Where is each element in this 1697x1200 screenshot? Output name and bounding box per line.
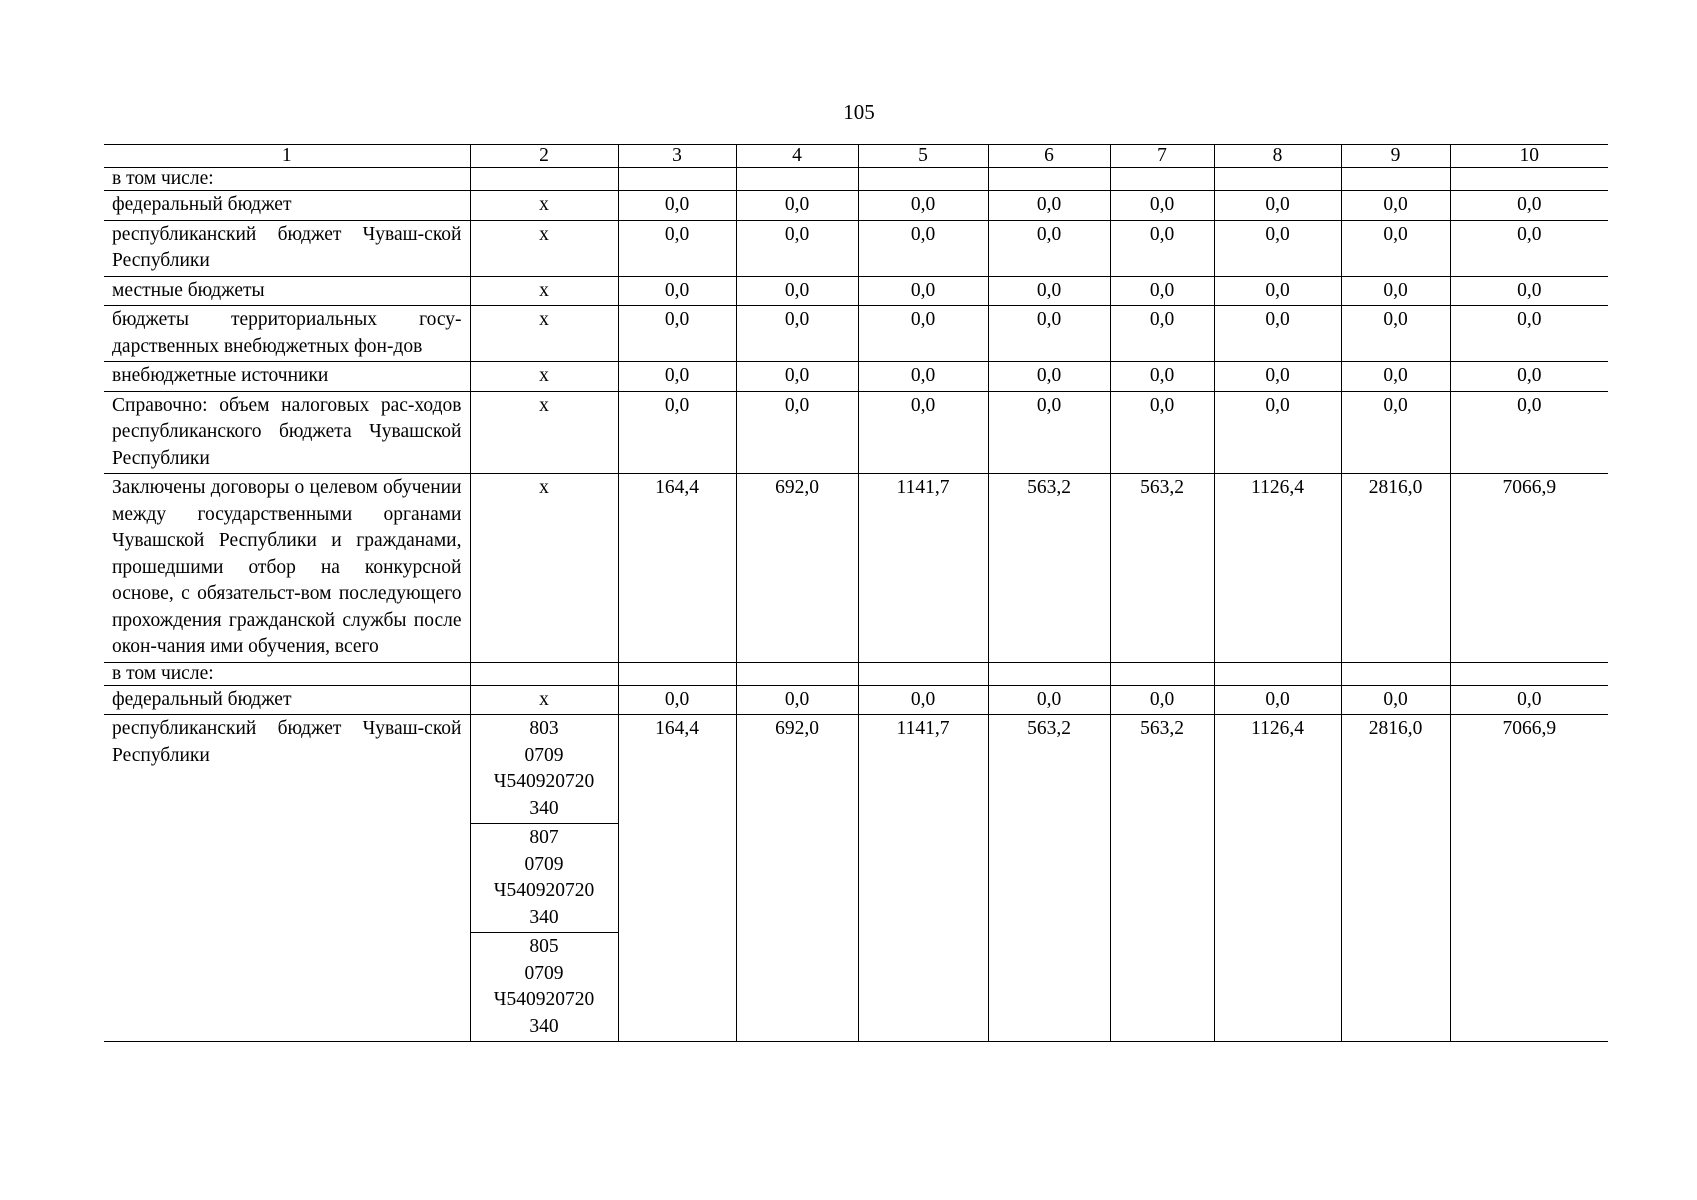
value-cell-col-8: 1126,4 bbox=[1214, 474, 1341, 663]
value-cell-col-6: 563,2 bbox=[988, 715, 1110, 1042]
budget-code-cell: х bbox=[470, 191, 618, 221]
value-cell-col-5: 0,0 bbox=[858, 306, 988, 362]
value-cell-col-6: 0,0 bbox=[988, 220, 1110, 276]
value-cell-col-9: 2816,0 bbox=[1341, 474, 1450, 663]
value-cell-col-8: 0,0 bbox=[1214, 220, 1341, 276]
column-number-5: 5 bbox=[858, 145, 988, 168]
column-number-3: 3 bbox=[618, 145, 736, 168]
budget-code-line: Ч540920720 bbox=[493, 880, 595, 901]
budget-code-line: 807 bbox=[529, 827, 559, 848]
value-cell-col-10: 0,0 bbox=[1450, 306, 1608, 362]
column-number-row bbox=[104, 145, 1608, 168]
budget-code-cell: х bbox=[470, 391, 618, 474]
value-cell-col-8: 0,0 bbox=[1214, 362, 1341, 392]
value-cell-col-6 bbox=[988, 662, 1110, 685]
value-cell-col-10: 0,0 bbox=[1450, 362, 1608, 392]
value-cell-col-9: 0,0 bbox=[1341, 191, 1450, 221]
value-cell-col-3: 0,0 bbox=[618, 306, 736, 362]
value-cell-col-4 bbox=[736, 662, 858, 685]
value-cell-col-4: 692,0 bbox=[736, 474, 858, 663]
value-cell-col-4: 0,0 bbox=[736, 391, 858, 474]
value-cell-col-6: 0,0 bbox=[988, 391, 1110, 474]
value-cell-col-6: 0,0 bbox=[988, 276, 1110, 306]
value-cell-col-10: 7066,9 bbox=[1450, 474, 1608, 663]
value-cell-col-9: 0,0 bbox=[1341, 685, 1450, 715]
value-cell-col-3: 0,0 bbox=[618, 191, 736, 221]
budget-table bbox=[104, 144, 1608, 1042]
value-cell-col-9: 0,0 bbox=[1341, 220, 1450, 276]
budget-code-block bbox=[471, 932, 618, 1041]
value-cell-col-5: 1141,7 bbox=[858, 715, 988, 1042]
value-cell-col-9: 0,0 bbox=[1341, 362, 1450, 392]
row-label: республиканский бюджет Чуваш-ской Республики bbox=[104, 715, 470, 1042]
value-cell-col-3: 0,0 bbox=[618, 276, 736, 306]
value-cell-col-7: 0,0 bbox=[1110, 276, 1214, 306]
column-number-10: 10 bbox=[1450, 145, 1608, 168]
value-cell-col-10: 0,0 bbox=[1450, 685, 1608, 715]
value-cell-col-4 bbox=[736, 168, 858, 191]
value-cell-col-5: 0,0 bbox=[858, 220, 988, 276]
value-cell-col-5: 0,0 bbox=[858, 191, 988, 221]
value-cell-col-9: 0,0 bbox=[1341, 276, 1450, 306]
budget-code-cell: х bbox=[470, 306, 618, 362]
row-label: местные бюджеты bbox=[104, 276, 470, 306]
value-cell-col-7: 563,2 bbox=[1110, 474, 1214, 663]
value-cell-col-3 bbox=[618, 662, 736, 685]
value-cell-col-5: 1141,7 bbox=[858, 474, 988, 663]
row-label: Справочно: объем налоговых рас-ходов республиканского бюджета Чувашской Республики bbox=[104, 391, 470, 474]
value-cell-col-8: 0,0 bbox=[1214, 685, 1341, 715]
budget-code-cell: х bbox=[470, 685, 618, 715]
value-cell-col-9: 0,0 bbox=[1341, 306, 1450, 362]
budget-code-cell bbox=[470, 715, 618, 1042]
table-row bbox=[104, 474, 1608, 663]
value-cell-col-4: 0,0 bbox=[736, 362, 858, 392]
table-row bbox=[104, 276, 1608, 306]
value-cell-col-4: 692,0 bbox=[736, 715, 858, 1042]
value-cell-col-6: 0,0 bbox=[988, 306, 1110, 362]
value-cell-col-10: 0,0 bbox=[1450, 220, 1608, 276]
table-row bbox=[104, 220, 1608, 276]
value-cell-col-5: 0,0 bbox=[858, 362, 988, 392]
row-label: Заключены договоры о целевом обучении между государственными органами Чувашской Республики и гражданами, прошедшими отбор на конкурсной основе, с обязательст-вом последующего прохождения гражданской службы после окон-чания ими обучения, всего bbox=[104, 474, 470, 663]
value-cell-col-9: 0,0 bbox=[1341, 391, 1450, 474]
value-cell-col-6: 0,0 bbox=[988, 685, 1110, 715]
value-cell-col-6 bbox=[988, 168, 1110, 191]
budget-code-line: 0709 bbox=[524, 744, 564, 766]
row-label: бюджеты территориальных госу-дарственных внебюджетных фон-дов bbox=[104, 306, 470, 362]
value-cell-col-8: 0,0 bbox=[1214, 391, 1341, 474]
table-row bbox=[104, 715, 1608, 1042]
value-cell-col-6: 563,2 bbox=[988, 474, 1110, 663]
value-cell-col-4: 0,0 bbox=[736, 306, 858, 362]
value-cell-col-3: 0,0 bbox=[618, 685, 736, 715]
value-cell-col-4: 0,0 bbox=[736, 276, 858, 306]
column-number-4: 4 bbox=[736, 145, 858, 168]
value-cell-col-9 bbox=[1341, 168, 1450, 191]
value-cell-col-3: 0,0 bbox=[618, 391, 736, 474]
row-label: внебюджетные источники bbox=[104, 362, 470, 392]
column-number-1: 1 bbox=[104, 145, 470, 168]
value-cell-col-8: 0,0 bbox=[1214, 276, 1341, 306]
budget-code-cell: х bbox=[470, 362, 618, 392]
value-cell-col-7: 0,0 bbox=[1110, 306, 1214, 362]
value-cell-col-10: 7066,9 bbox=[1450, 715, 1608, 1042]
value-cell-col-10: 0,0 bbox=[1450, 276, 1608, 306]
value-cell-col-7 bbox=[1110, 662, 1214, 685]
column-number-6: 6 bbox=[988, 145, 1110, 168]
table-row bbox=[104, 191, 1608, 221]
budget-code-block bbox=[471, 823, 618, 932]
row-label: республиканский бюджет Чуваш-ской Республики bbox=[104, 220, 470, 276]
budget-code-line: 803 bbox=[529, 718, 559, 739]
table-row bbox=[104, 362, 1608, 392]
budget-code-cell: х bbox=[470, 276, 618, 306]
value-cell-col-10 bbox=[1450, 168, 1608, 191]
budget-code-cell bbox=[470, 662, 618, 685]
value-cell-col-3: 164,4 bbox=[618, 474, 736, 663]
value-cell-col-8: 0,0 bbox=[1214, 306, 1341, 362]
budget-code-cell: х bbox=[470, 474, 618, 663]
table-body bbox=[104, 168, 1608, 1042]
value-cell-col-5: 0,0 bbox=[858, 391, 988, 474]
budget-code-line: Ч540920720 bbox=[493, 989, 595, 1010]
column-number-9: 9 bbox=[1341, 145, 1450, 168]
value-cell-col-7: 0,0 bbox=[1110, 191, 1214, 221]
value-cell-col-3 bbox=[618, 168, 736, 191]
table-row bbox=[104, 391, 1608, 474]
column-number-8: 8 bbox=[1214, 145, 1341, 168]
value-cell-col-7: 0,0 bbox=[1110, 220, 1214, 276]
value-cell-col-3: 0,0 bbox=[618, 362, 736, 392]
row-label: федеральный бюджет bbox=[104, 685, 470, 715]
table-row bbox=[104, 306, 1608, 362]
budget-code-line: 0709 bbox=[524, 962, 564, 984]
column-number-7: 7 bbox=[1110, 145, 1214, 168]
value-cell-col-7: 563,2 bbox=[1110, 715, 1214, 1042]
value-cell-col-10 bbox=[1450, 662, 1608, 685]
row-label: в том числе: bbox=[104, 168, 470, 191]
page-number: 105 bbox=[843, 100, 875, 124]
value-cell-col-5 bbox=[858, 168, 988, 191]
value-cell-col-5: 0,0 bbox=[858, 276, 988, 306]
value-cell-col-7: 0,0 bbox=[1110, 685, 1214, 715]
budget-code-line: 805 bbox=[529, 936, 559, 957]
value-cell-col-8: 0,0 bbox=[1214, 191, 1341, 221]
value-cell-col-4: 0,0 bbox=[736, 191, 858, 221]
budget-code-line: 340 bbox=[529, 797, 559, 819]
value-cell-col-3: 164,4 bbox=[618, 715, 736, 1042]
budget-code-cell: х bbox=[470, 220, 618, 276]
budget-code-cell bbox=[470, 168, 618, 191]
value-cell-col-8 bbox=[1214, 662, 1341, 685]
value-cell-col-4: 0,0 bbox=[736, 685, 858, 715]
value-cell-col-4: 0,0 bbox=[736, 220, 858, 276]
budget-code-line: 340 bbox=[529, 906, 559, 928]
row-label: в том числе: bbox=[104, 662, 470, 685]
value-cell-col-5: 0,0 bbox=[858, 685, 988, 715]
value-cell-col-6: 0,0 bbox=[988, 362, 1110, 392]
table-row bbox=[104, 662, 1608, 685]
value-cell-col-8: 1126,4 bbox=[1214, 715, 1341, 1042]
value-cell-col-9 bbox=[1341, 662, 1450, 685]
table-row bbox=[104, 685, 1608, 715]
budget-code-line: Ч540920720 bbox=[493, 771, 595, 792]
budget-code-block bbox=[471, 715, 618, 823]
value-cell-col-10: 0,0 bbox=[1450, 391, 1608, 474]
row-label: федеральный бюджет bbox=[104, 191, 470, 221]
value-cell-col-5 bbox=[858, 662, 988, 685]
table-row bbox=[104, 168, 1608, 191]
value-cell-col-9: 2816,0 bbox=[1341, 715, 1450, 1042]
value-cell-col-7: 0,0 bbox=[1110, 362, 1214, 392]
budget-code-line: 340 bbox=[529, 1015, 559, 1037]
value-cell-col-7: 0,0 bbox=[1110, 391, 1214, 474]
budget-code-line: 0709 bbox=[524, 853, 564, 875]
column-number-2: 2 bbox=[470, 145, 618, 168]
value-cell-col-8 bbox=[1214, 168, 1341, 191]
value-cell-col-10: 0,0 bbox=[1450, 191, 1608, 221]
value-cell-col-6: 0,0 bbox=[988, 191, 1110, 221]
value-cell-col-7 bbox=[1110, 168, 1214, 191]
value-cell-col-3: 0,0 bbox=[618, 220, 736, 276]
